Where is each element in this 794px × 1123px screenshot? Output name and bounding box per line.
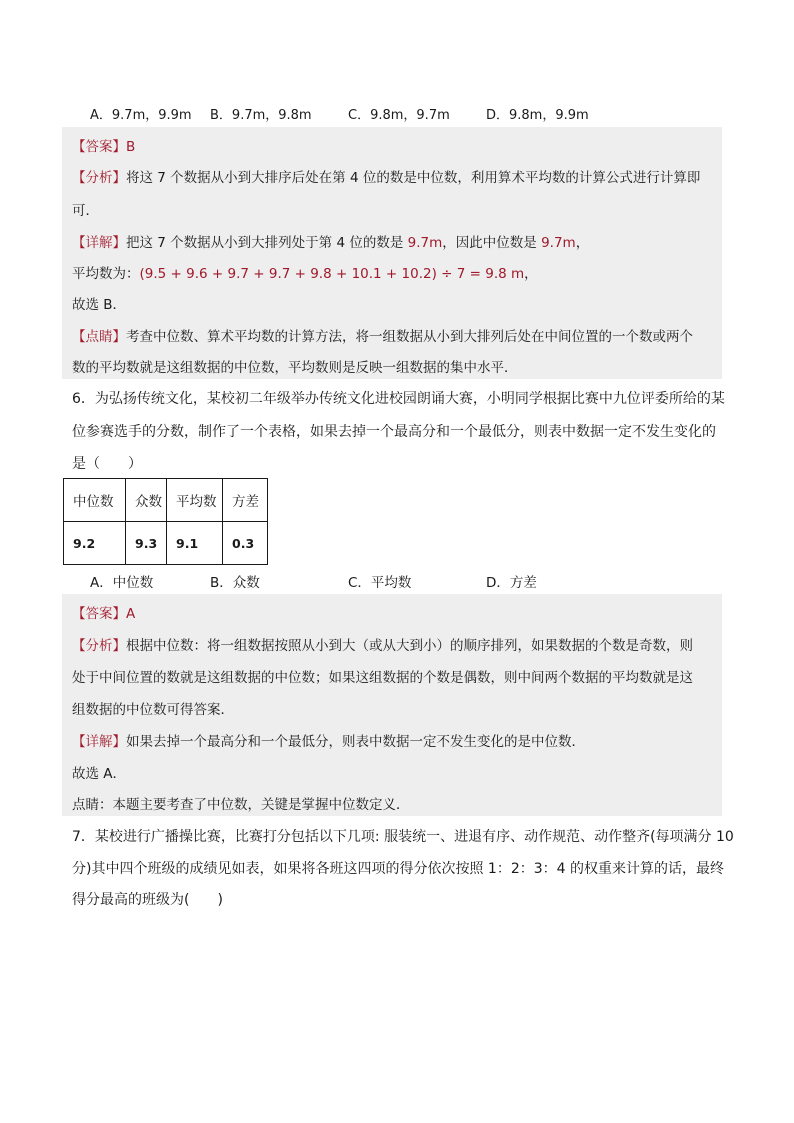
q5-answer [72, 135, 135, 155]
q5-analysis-text1: 将这 7 个数据从小到大排序后处在第 4 位的数是中位数，利用算术平均数的计算公式进行计算即 [126, 170, 701, 186]
q5-detail-text-a: 把这 7 个数据从小到大排列处于第 4 位的数是 [126, 235, 408, 251]
q5-answer-value: B [126, 139, 136, 155]
q5-mean-comma: ， [524, 266, 538, 282]
q6-option-a[interactable]: A．中位数 [90, 575, 154, 591]
q6-comment-line: 点睛：本题主要考查了中位数，关键是掌握中位数定义． [72, 797, 410, 813]
q5-detail-line3: 故选 B． [72, 297, 127, 313]
q5-analysis-tag: 【分析】 [72, 170, 126, 186]
q5-comment-text1: 考查中位数、算术平均数的计算方法，将一组数据从小到大排列后处在中间位置的一个数或两个 [126, 329, 693, 345]
q5-option-b[interactable]: B．9.7m，9.8m [210, 108, 312, 123]
table-header-variance: 方差 [223, 479, 268, 522]
q6-answer-value: A [126, 606, 136, 622]
q5-detail-text-c: ，因此中位数是 [442, 235, 542, 251]
q7-stem-line1: 7．某校进行广播操比赛，比赛打分包括以下几项: 服装统一、进退有序、动作规范、动作整齐(每项满分 10 [72, 829, 734, 845]
q5-comment-line1 [72, 325, 693, 345]
q5-analysis-line1 [72, 166, 700, 186]
q5-comment-line2: 数的平均数就是这组数据的中位数，平均数则是反映一组数据的集中水平． [72, 360, 518, 376]
table-value-variance: 0.3 [223, 522, 268, 565]
q6-detail-line2: 故选 A． [72, 766, 127, 782]
q5-mean-formula: (9.5 + 9.6 + 9.7 + 9.7 + 9.8 + 10.1 + 10.2) ÷ 7 = 9.8 m [139, 266, 525, 282]
q5-detail-line2 [72, 262, 538, 282]
q6-options [90, 571, 690, 593]
q5-detail-text-e: ， [575, 235, 590, 251]
q6-stem-line1: 6．为弘扬传统文化，某校初二年级举办传统文化进校园朗诵大赛，小明同学根据比赛中九位评委所给的某 [72, 391, 725, 407]
q5-comment-tag: 【点睛】 [72, 329, 126, 345]
table-value-median: 9.2 [64, 522, 126, 565]
table-header-mean: 平均数 [167, 479, 223, 522]
q6-analysis-line3: 组数据的中位数可得答案． [72, 702, 234, 718]
q5-analysis-line2: 可． [72, 203, 99, 219]
q7-stem-line2: 分)其中四个班级的成绩见如表，如果将各班这四项的得分依次按照 1：2：3：4 的权重来计算的话，最终 [72, 861, 724, 877]
q5-detail-tag: 【详解】 [72, 235, 126, 251]
q6-analysis-line1 [72, 634, 693, 654]
q5-answer-tag: 【答案】 [72, 139, 126, 155]
q6-stem-line2: 位参赛选手的分数，制作了一个表格，如果去掉一个最高分和一个最低分，则表中数据一定不发生变化的 [72, 424, 716, 440]
q6-detail-text1: 如果去掉一个最高分和一个最低分，则表中数据一定不发生变化的是中位数． [126, 734, 585, 750]
q5-mean-label: 平均数为： [72, 266, 140, 282]
q5-option-c[interactable]: C．9.8m，9.7m [348, 108, 450, 123]
q6-analysis-line2: 处于中间位置的数就是这组数据的中位数；如果这组数据的个数是偶数，则中间两个数据的平均数就是这 [72, 670, 693, 686]
q6-option-c[interactable]: C．平均数 [348, 575, 412, 591]
q5-detail-line1 [72, 231, 589, 251]
q6-detail-line1 [72, 730, 585, 750]
q7-stem-line3: 得分最高的班级为( ) [72, 892, 223, 908]
q5-options [90, 104, 690, 126]
q6-stem-line3: 是（ ） [72, 456, 142, 472]
q6-answer [72, 602, 135, 622]
table-value-mean: 9.1 [167, 522, 223, 565]
q6-detail-tag: 【详解】 [72, 734, 126, 750]
q5-option-a[interactable]: A．9.7m，9.9m [90, 108, 192, 123]
q6-table-value-row [64, 522, 268, 565]
table-value-mode: 9.3 [126, 522, 167, 565]
q6-table-header-row [64, 479, 268, 522]
q6-analysis-text1: 根据中位数：将一组数据按照从小到大（或从大到小）的顺序排列，如果数据的个数是奇数，则 [126, 638, 693, 654]
table-header-mode: 众数 [126, 479, 167, 522]
q6-option-b[interactable]: B．众数 [210, 575, 260, 591]
q6-stats-table [63, 478, 268, 565]
q6-answer-tag: 【答案】 [72, 606, 126, 622]
q6-analysis-tag: 【分析】 [72, 638, 126, 654]
table-header-median: 中位数 [64, 479, 126, 522]
q6-option-d[interactable]: D．方差 [486, 575, 537, 591]
q5-detail-median-1: 9.7m [407, 235, 443, 251]
q5-option-d[interactable]: D．9.8m，9.9m [486, 108, 589, 123]
q5-detail-median-2: 9.7m [541, 235, 576, 251]
